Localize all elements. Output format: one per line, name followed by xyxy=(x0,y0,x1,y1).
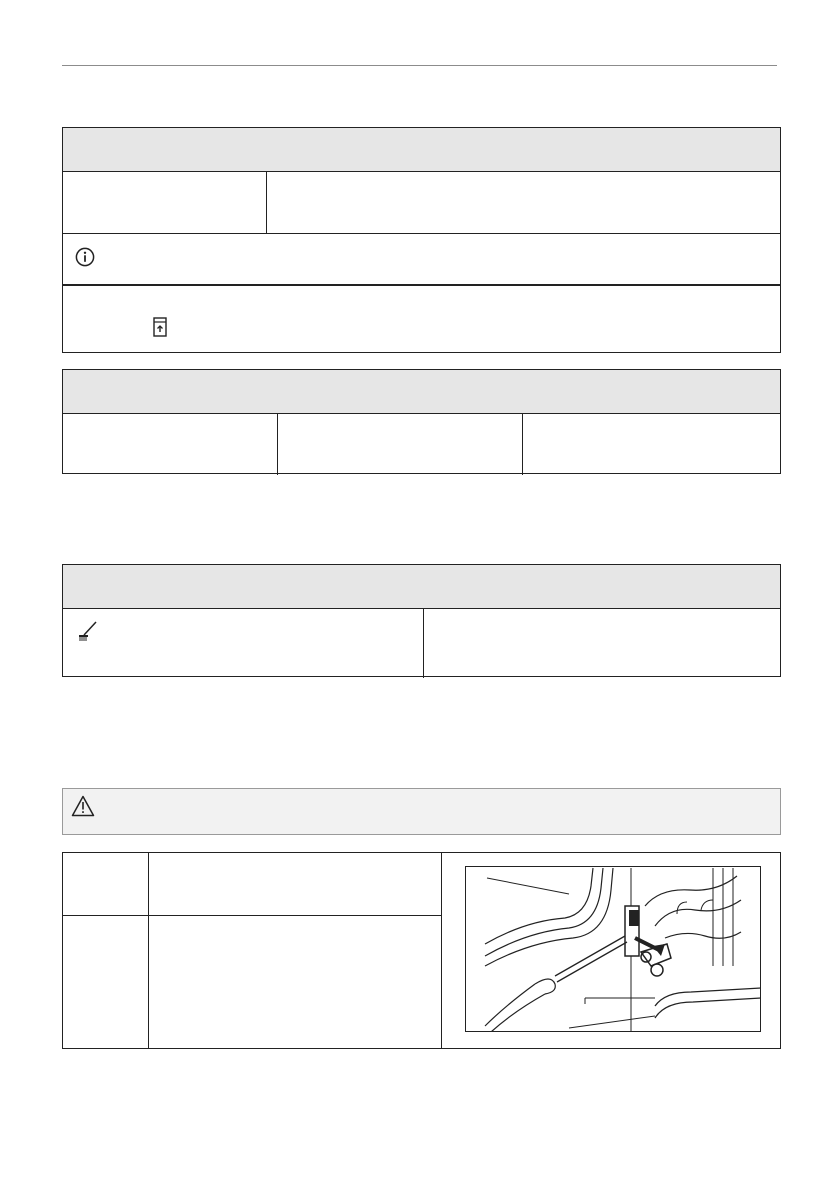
table-3-header xyxy=(63,565,780,609)
table-1 xyxy=(62,127,781,353)
table-4-step-1-text xyxy=(148,853,441,915)
table-2-header xyxy=(63,370,780,414)
table-4-step-1 xyxy=(63,853,441,916)
table-2-cell-3 xyxy=(522,414,780,475)
table-4-figure-cell xyxy=(442,853,780,1048)
table-1-cell-label xyxy=(63,172,266,233)
table-4-steps xyxy=(63,853,442,1048)
table-2-cell-1 xyxy=(63,414,277,475)
info-circle-icon xyxy=(75,247,95,267)
table-1-note-row xyxy=(63,234,780,286)
table-3-cell-2 xyxy=(423,609,780,678)
table-2 xyxy=(62,369,781,474)
top-rule xyxy=(62,65,777,66)
table-1-row-1 xyxy=(63,172,780,234)
table-2-cell-2 xyxy=(277,414,522,475)
table-4 xyxy=(62,852,781,1049)
door-lock-icon xyxy=(153,317,167,337)
warning-triangle-icon xyxy=(71,795,95,817)
table-1-cell-text xyxy=(266,172,780,233)
screwdriver-releasing-door-hinge-illustration xyxy=(465,866,761,1032)
table-1-note-cell xyxy=(63,234,780,284)
table-2-row xyxy=(63,414,780,475)
warning-box xyxy=(62,788,781,835)
table-3-row xyxy=(63,609,780,678)
table-4-step-2-text xyxy=(148,916,441,1048)
table-3-cell-1 xyxy=(63,609,423,678)
table-3 xyxy=(62,564,781,677)
cleaning-brush-icon xyxy=(77,621,99,643)
table-4-step-2 xyxy=(63,916,441,1048)
table-4-step-1-number xyxy=(63,853,148,915)
table-1-header xyxy=(63,128,780,172)
table-4-step-2-number xyxy=(63,916,148,1048)
